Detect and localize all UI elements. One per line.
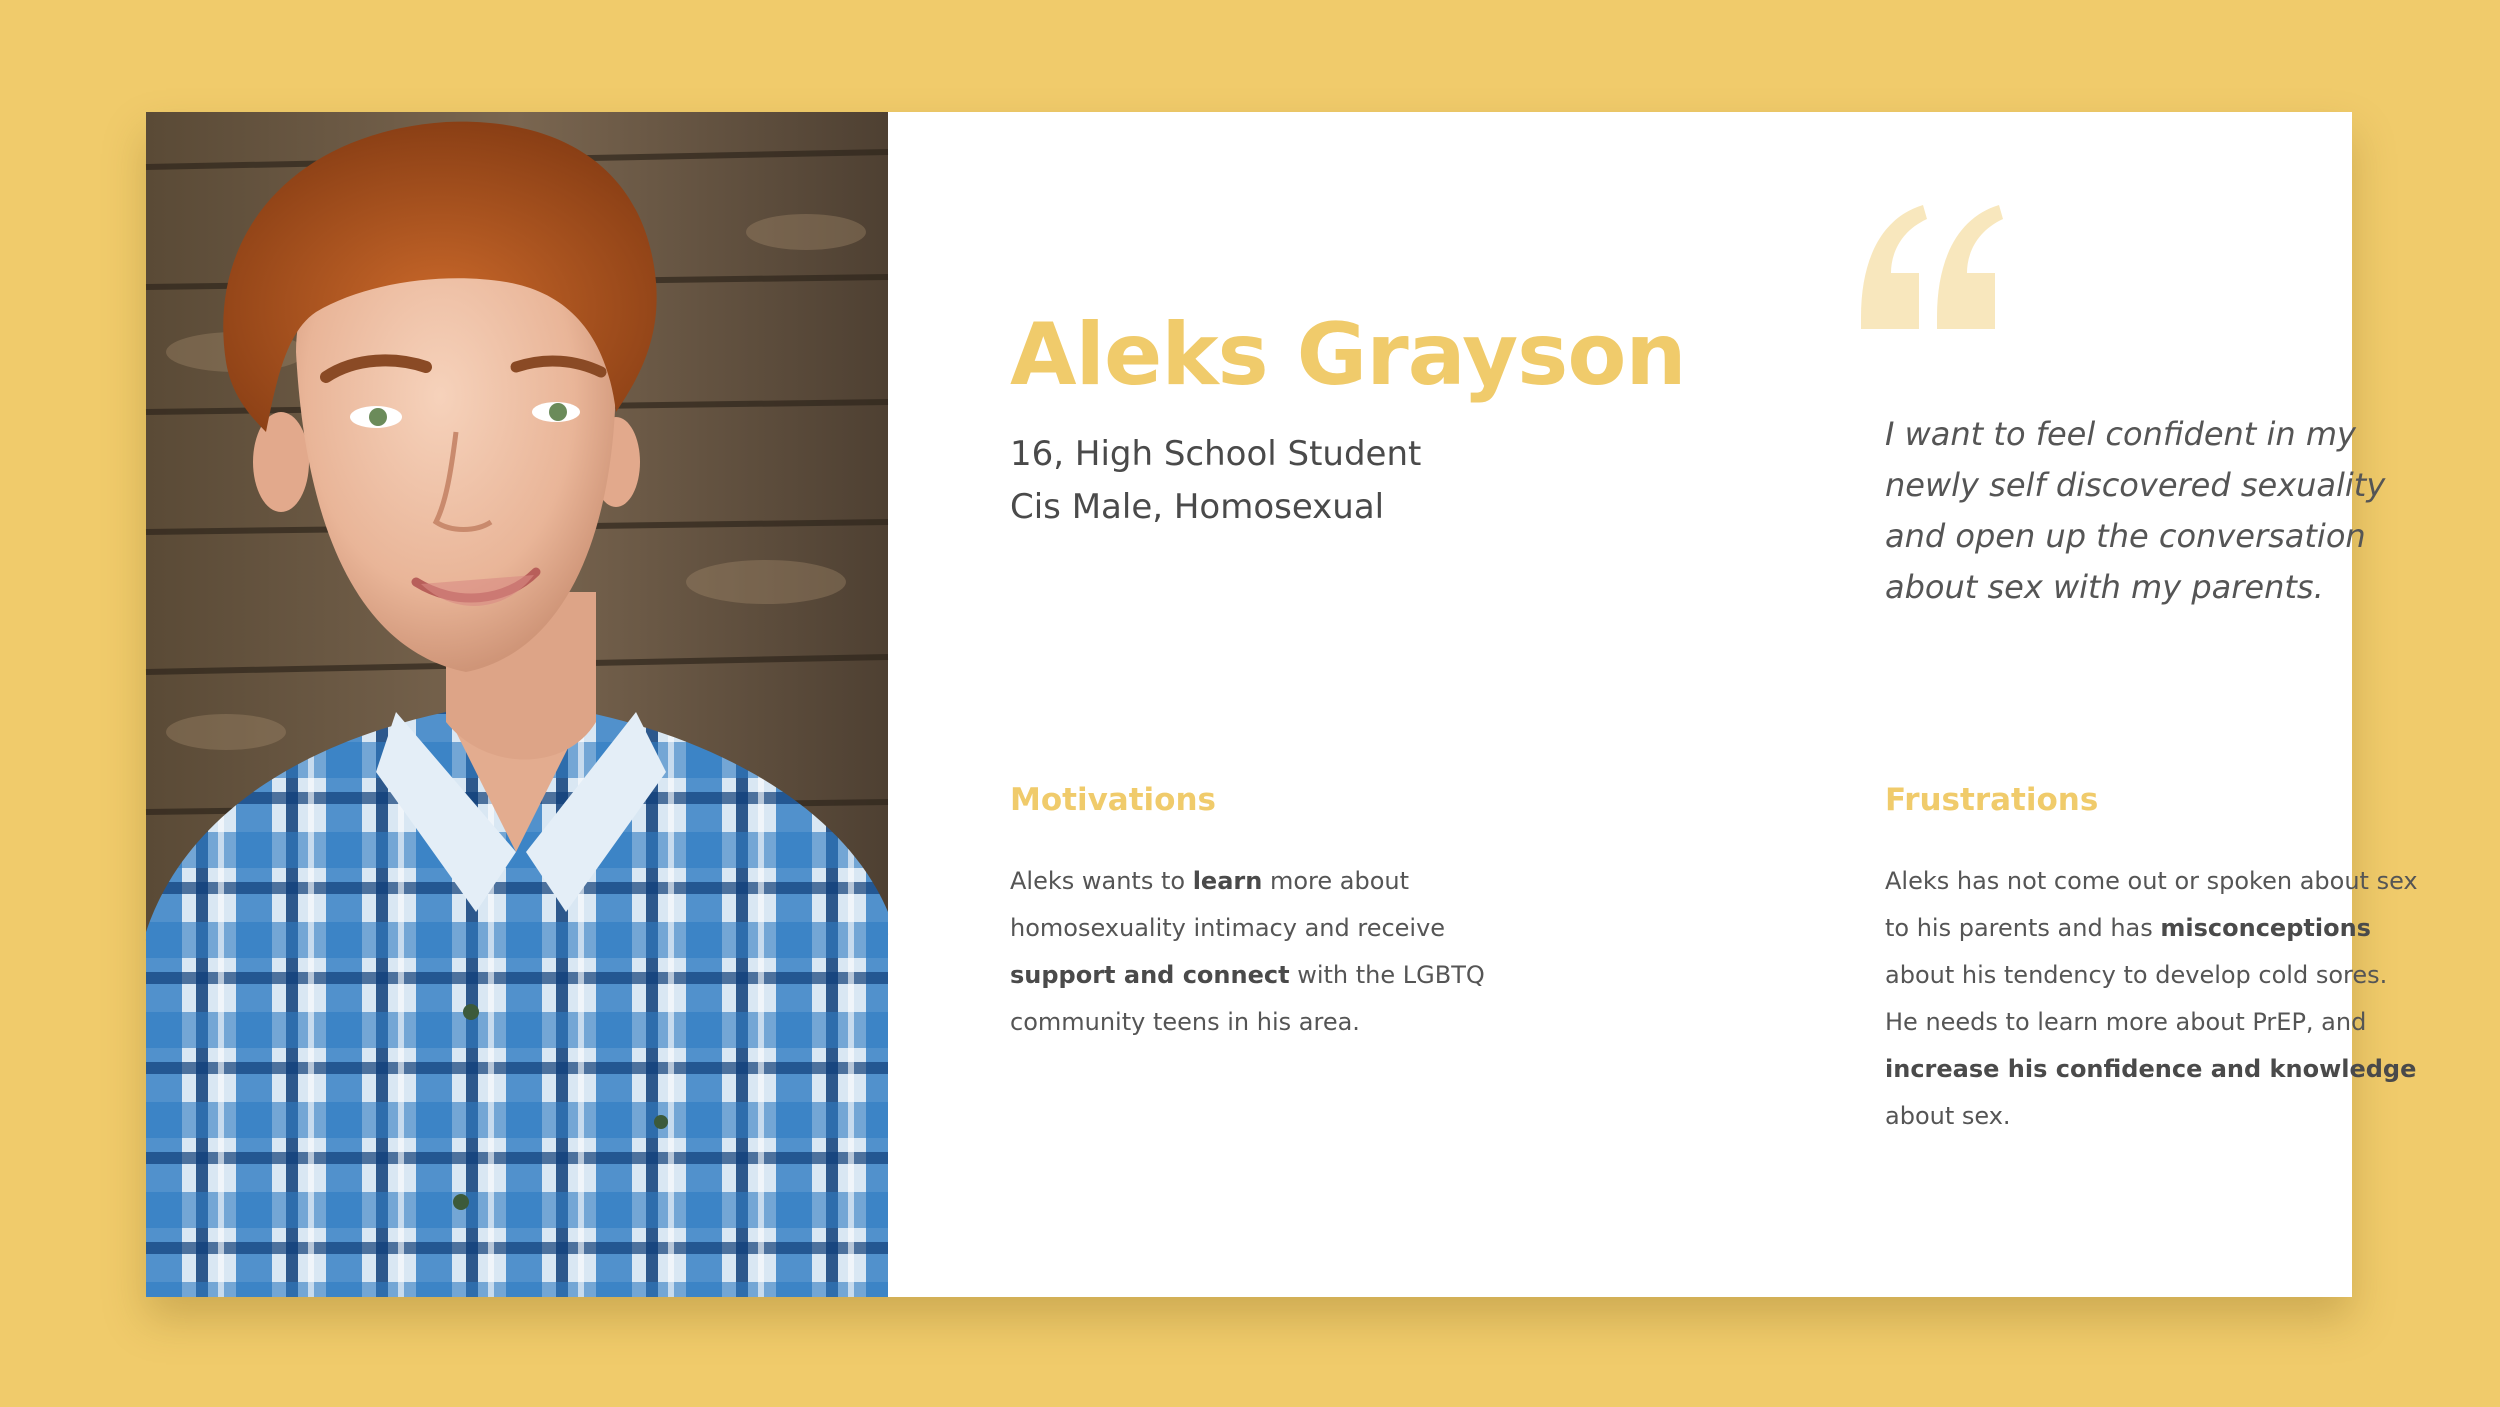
persona-card [146,112,2418,1297]
frustrations-heading: Frustrations [1885,782,2099,818]
persona-quote: I want to feel confident in my newly self discovered sexuality and open up the conversation about sex with my parents. [1885,415,2386,606]
persona-age-occupation: 16, High School Student [1010,434,1422,474]
frustrations-text: Aleks has not come out or spoken about sex to his parents and has misconceptions about his tendency to develop cold sores. He needs to learn more about PrEP, and increase his confidence and knowledge about sex. [1885,867,2418,1130]
quotation-mark-icon [1853,197,2003,337]
motivations-text: Aleks wants to learn more about homosexuality intimacy and receive support and connect with the LGBTQ community teens in his area. [1010,867,1485,1036]
persona-name: Aleks Grayson [1010,305,1686,405]
persona-details [1010,428,1421,534]
persona-gender-orientation: Cis Male, Homosexual [1010,487,1385,527]
persona-content [888,112,2418,1297]
motivations-heading: Motivations [1010,782,1216,818]
persona-photo [146,112,888,1297]
